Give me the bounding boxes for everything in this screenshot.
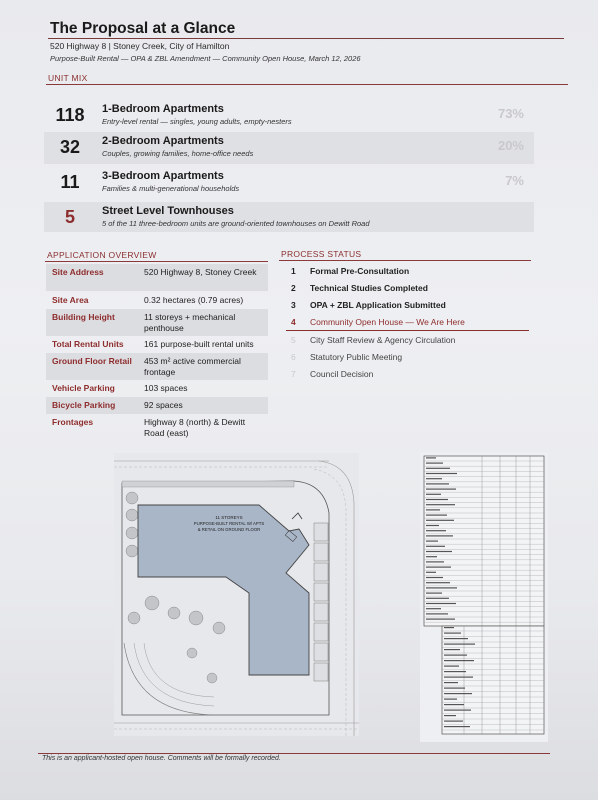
- table-text-mark: [444, 633, 461, 634]
- unit-mix-row: [44, 132, 534, 164]
- unit-count: 11: [60, 172, 80, 192]
- overview-key: Site Address: [52, 267, 104, 277]
- table-text-mark: [426, 468, 450, 469]
- overview-value: 103 spaces: [144, 383, 188, 393]
- table-text-mark: [426, 561, 444, 562]
- overview-value: 0.32 hectares (0.79 acres): [144, 295, 244, 305]
- overview-rule: [45, 261, 268, 262]
- table-text-mark: [426, 572, 436, 573]
- overview-heading: APPLICATION OVERVIEW: [47, 250, 157, 260]
- step-number: 2: [291, 283, 296, 293]
- overview-row: [46, 336, 268, 353]
- table-text-mark: [444, 644, 475, 645]
- step-number: 1: [291, 266, 296, 276]
- site-plan-drawing: [114, 453, 359, 736]
- table-text-mark: [426, 530, 446, 531]
- unit-description: 5 of the 11 three-bedroom units are ground-oriented townhouses on Dewitt Road: [102, 219, 370, 228]
- footer-rule: [38, 753, 550, 754]
- unit-percent: 20%: [497, 138, 524, 153]
- step-label: Council Decision: [310, 369, 374, 379]
- table-text-mark: [444, 721, 463, 722]
- overview-key: Frontages: [52, 417, 94, 427]
- step-number: 3: [291, 300, 296, 310]
- table-text-mark: [426, 504, 455, 505]
- unit-description: Families & multi-generational households: [102, 184, 240, 193]
- process-rule: [279, 260, 531, 261]
- unit-percent: 73%: [497, 106, 524, 121]
- table-text-mark: [444, 649, 460, 650]
- table-text-mark: [444, 726, 470, 727]
- unit-mix-row: [44, 100, 534, 132]
- unit-count: 5: [64, 207, 75, 227]
- overview-key: Bicycle Parking: [52, 400, 116, 410]
- table-text-mark: [426, 587, 457, 588]
- step-number: 6: [291, 352, 296, 362]
- process-heading: PROCESS STATUS: [281, 249, 362, 259]
- table-text-mark: [426, 582, 450, 583]
- table-text-mark: [444, 715, 456, 716]
- table-text-mark: [426, 551, 452, 552]
- site-address-line: 520 Highway 8 | Stoney Creek, City of Hamilton: [50, 41, 230, 51]
- overview-key: Ground Floor Retail: [52, 356, 132, 366]
- overview-value: 92 spaces: [144, 400, 183, 410]
- step-number: 7: [291, 369, 296, 379]
- table-text-mark: [444, 677, 473, 678]
- table-text-mark: [444, 666, 459, 667]
- table-text-mark: [444, 710, 471, 711]
- table-text-mark: [426, 608, 441, 609]
- page-title: The Proposal at a Glance: [50, 20, 236, 37]
- step-label: OPA + ZBL Application Submitted: [310, 300, 446, 310]
- table-text-mark: [426, 619, 455, 620]
- table-text-mark: [426, 567, 451, 568]
- unit-count: 118: [55, 105, 85, 125]
- unit-percent: 7%: [505, 173, 524, 188]
- process-step: [286, 264, 536, 279]
- step-label: Technical Studies Completed: [310, 283, 428, 293]
- overview-row: [46, 309, 268, 336]
- table-text-mark: [444, 660, 474, 661]
- table-text-mark: [426, 483, 449, 484]
- table-text-mark: [426, 457, 436, 458]
- table-text-mark: [426, 478, 442, 479]
- table-text-mark: [426, 546, 445, 547]
- overview-row: [46, 380, 268, 397]
- overview-row: [46, 264, 268, 291]
- building-label-retail: & RETAIL ON GROUND FLOOR: [197, 527, 261, 532]
- overview-value: 11 storeys + mechanical penthouse: [144, 312, 236, 333]
- overview-key: Site Area: [52, 295, 89, 305]
- overview-row: [46, 397, 268, 414]
- unit-type: 1-Bedroom Apartments: [102, 103, 224, 115]
- unit-description: Entry-level rental — singles, young adults, empty-nesters: [102, 117, 292, 126]
- step-label: City Staff Review & Agency Circulation: [310, 335, 456, 345]
- unit-mix-heading: UNIT MIX: [48, 73, 88, 83]
- overview-key: Vehicle Parking: [52, 383, 115, 393]
- unit-mix-row: [44, 167, 534, 199]
- table-text-mark: [444, 704, 464, 705]
- process-step: [286, 298, 536, 313]
- step-label: Formal Pre-Consultation: [310, 266, 410, 276]
- table-text-mark: [426, 509, 440, 510]
- overview-value: Highway 8 (north) & Dewitt Road (east): [144, 417, 246, 438]
- unit-description: Couples, growing families, home-office needs: [102, 149, 254, 158]
- overview-row: [46, 292, 268, 309]
- table-text-mark: [426, 598, 449, 599]
- table-text-mark: [444, 699, 457, 700]
- site-statistics-table: [420, 452, 548, 742]
- unit-type: 3-Bedroom Apartments: [102, 170, 224, 182]
- building-label-use: PURPOSE-BUILT RENTAL W/ APTS: [193, 521, 265, 526]
- table-text-mark: [444, 638, 468, 639]
- table-text-mark: [426, 499, 448, 500]
- overview-value: 161 purpose-built rental units: [144, 339, 254, 349]
- table-text-mark: [426, 520, 454, 521]
- table-text-mark: [444, 671, 466, 672]
- unit-count: 32: [59, 137, 81, 157]
- step-number: 5: [291, 335, 296, 345]
- step-number: 4: [291, 317, 296, 327]
- table-text-mark: [426, 515, 447, 516]
- table-text-mark: [426, 489, 456, 490]
- table-text-mark: [426, 556, 437, 557]
- table-text-mark: [444, 688, 465, 689]
- overview-row: [46, 414, 268, 441]
- unit-type: 2-Bedroom Apartments: [102, 135, 224, 147]
- table-text-mark: [444, 655, 467, 656]
- table-text-mark: [426, 525, 439, 526]
- table-text-mark: [426, 577, 443, 578]
- table-text-mark: [426, 613, 448, 614]
- unit-mix-row-townhouses: [44, 202, 534, 232]
- title-rule: [48, 38, 564, 39]
- process-step: [286, 367, 536, 382]
- table-text-mark: [426, 463, 443, 464]
- overview-value: 453 m² active commercial frontage: [144, 356, 241, 377]
- overview-row: [46, 353, 268, 380]
- table-text-mark: [444, 693, 472, 694]
- unit-mix-rule: [46, 84, 568, 85]
- overview-key: Building Height: [52, 312, 115, 322]
- unit-type: Street Level Townhouses: [102, 205, 234, 217]
- process-step: [286, 350, 536, 365]
- table-text-mark: [426, 593, 442, 594]
- process-step-current: [286, 315, 529, 331]
- table-text-mark: [444, 682, 458, 683]
- table-text-mark: [426, 535, 453, 536]
- table-text-mark: [426, 473, 457, 474]
- process-step: [286, 281, 536, 296]
- table-text-mark: [444, 627, 454, 628]
- building-label-storeys: 11 STOREYS: [215, 515, 243, 520]
- overview-value: 520 Highway 8, Stoney Creek: [144, 267, 257, 277]
- table-text-mark: [426, 541, 438, 542]
- process-step: [286, 333, 536, 348]
- step-label: Community Open House — We Are Here: [310, 317, 465, 327]
- page-subtitle: Purpose-Built Rental — OPA & ZBL Amendment — Community Open House, March 12, 2026: [50, 54, 361, 63]
- step-label: Statutory Public Meeting: [310, 352, 403, 362]
- footer-note: This is an applicant-hosted open house. Comments will be formally recorded.: [42, 755, 281, 762]
- overview-key: Total Rental Units: [52, 339, 124, 349]
- table-text-mark: [426, 494, 441, 495]
- table-text-mark: [426, 603, 456, 604]
